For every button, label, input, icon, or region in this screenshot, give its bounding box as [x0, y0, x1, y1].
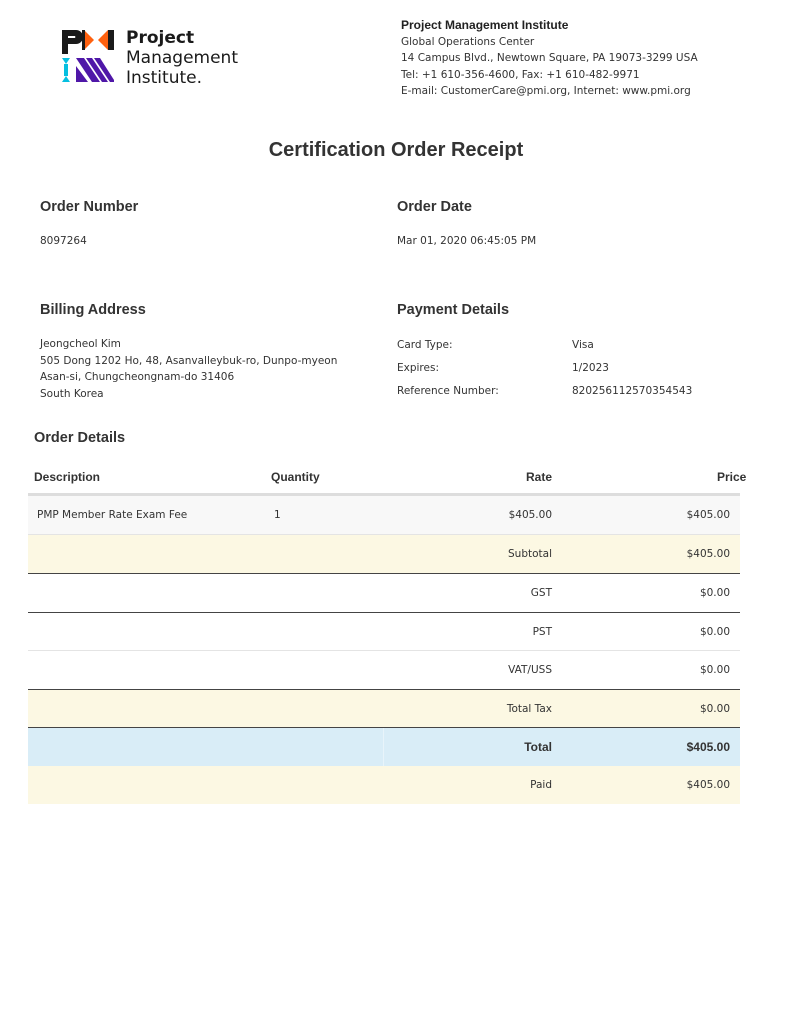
header-description: Description [34, 470, 101, 484]
pmi-logo [62, 28, 252, 88]
summary-row-subtotal [28, 535, 740, 574]
summary-value: $0.00 [699, 664, 730, 676]
logo-wordmark [126, 28, 238, 88]
summary-value: $405.00 [686, 547, 730, 560]
summary-label: Subtotal [508, 547, 552, 560]
summary-label: Total [524, 740, 552, 754]
order-date-value: Mar 01, 2020 06:45:05 PM [397, 235, 537, 247]
pmi-logo-icon [62, 28, 120, 84]
order-number-value: 8097264 [40, 235, 87, 247]
summary-label: Total Tax [506, 702, 552, 715]
summary-row-total [28, 727, 740, 766]
summary-label: VAT/USS [508, 664, 552, 676]
order-details-heading: Order Details [34, 430, 126, 446]
payment-value: Visa [572, 339, 594, 351]
organization-phone: Tel: +1 610-356-4600, Fax: +1 610-482-9971 [401, 68, 640, 81]
summary-label: PST [532, 625, 552, 638]
header-quantity: Quantity [271, 470, 320, 484]
header-price: Price [717, 470, 747, 484]
summary-value: $0.00 [699, 625, 730, 638]
payment-label: Reference Number: [397, 385, 499, 397]
summary-row-gst [28, 573, 740, 612]
summary-label: Paid [530, 778, 552, 791]
document-title: Certification Order Receipt [268, 139, 524, 161]
summary-row-paid [28, 766, 740, 805]
order-date-heading: Order Date [397, 199, 472, 215]
order-number-heading: Order Number [40, 199, 139, 215]
summary-value: $0.00 [699, 587, 730, 599]
payment-label: Expires: [397, 362, 439, 374]
table-header [28, 458, 747, 496]
payment-label: Card Type: [397, 339, 453, 351]
summary-row-total-tax [28, 689, 740, 728]
payment-details-heading: Payment Details [397, 302, 510, 318]
logo-line-3: Institute. [126, 68, 203, 88]
billing-address-heading: Billing Address [40, 302, 146, 318]
billing-city: Asan-si, Chungcheongnam-do 31406 [40, 371, 235, 383]
table-row [28, 496, 740, 535]
billing-country: South Korea [40, 387, 104, 400]
organization-name: Project Management Institute [401, 18, 569, 32]
summary-label: GST [530, 587, 552, 599]
summary-row-vat [28, 650, 740, 689]
organization-line-1: Global Operations Center [401, 35, 535, 48]
cell-divider [383, 728, 384, 766]
item-rate: $405.00 [508, 509, 552, 521]
organization-contact: E-mail: CustomerCare@pmi.org, Internet: www.pmi.org [401, 85, 691, 97]
payment-value: 820256112570354543 [572, 385, 693, 397]
payment-value: 1/2023 [572, 362, 609, 374]
order-details-table [28, 458, 747, 804]
header-rate: Rate [525, 470, 552, 484]
billing-address [40, 336, 337, 402]
organization-info [401, 17, 698, 100]
item-price: $405.00 [686, 509, 730, 521]
billing-street: 505 Dong 1202 Ho, 48, Asanvalleybuk-ro, Dunpo-myeon [40, 354, 338, 367]
summary-row-pst [28, 612, 740, 651]
organization-address: 14 Campus Blvd., Newtown Square, PA 19073-3299 USA [401, 52, 698, 64]
summary-value: $405.00 [686, 740, 730, 754]
logo-line-2: Management [126, 48, 238, 68]
summary-value: $0.00 [699, 702, 730, 715]
item-description: PMP Member Rate Exam Fee [37, 509, 188, 521]
billing-name: Jeongcheol Kim [40, 338, 121, 350]
logo-line-1: Project [126, 28, 195, 48]
summary-value: $405.00 [686, 778, 730, 791]
item-quantity: 1 [274, 509, 281, 521]
